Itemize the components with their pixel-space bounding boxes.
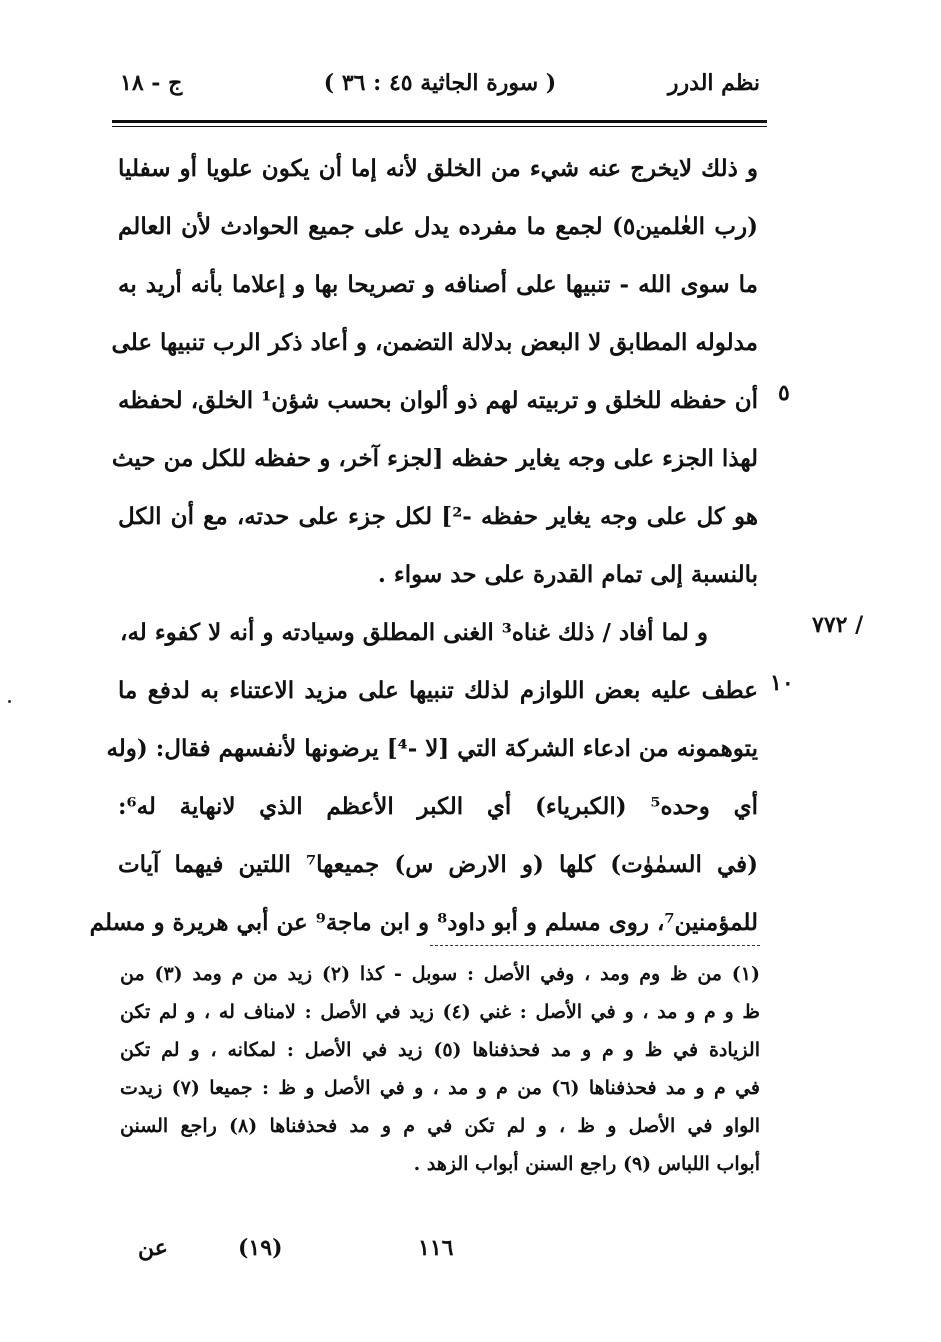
book-title: نظم الدرر [667, 70, 760, 96]
text-line: (في السمٰوٰت) كلها (و الارض س) جميعها⁷ اللتين فيهما آيات [118, 851, 758, 878]
footnote-line: أبواب اللباس (٩) راجع السنن أبواب الزهد . [413, 1153, 760, 1175]
text-line: أن حفظه للخلق و تربيته لهم ذو ألوان بحسب شؤن¹ الخلق، لحفظه [118, 387, 758, 414]
text-line: يتوهمونه من ادعاء الشركة التي [لا -⁴] يرضونها لأنفسهم فقال: (وله [106, 735, 758, 762]
text-line: أي وحده⁵ (الكبرياء) أي الكبر الأعظم الذي لانهاية له⁶: [118, 793, 758, 820]
page-header [120, 70, 760, 110]
sheet-number: (١٩) [238, 1235, 283, 1261]
footnote-separator [430, 945, 760, 946]
footnote-line: الواو في الأصل و ظ ، و لم تكن في م و مد فحذفناها (٨) راجع السنن [120, 1115, 761, 1137]
footnote-line: في م و مد فحذفناها (٦) من م و مد ، و في الأصل و ظ : جميعا (٧) زيدت [120, 1077, 760, 1099]
text-line: (رب العٰلمين٥) لجمع ما مفرده يدل على جميع الحوادث لأن العالم [118, 213, 758, 240]
text-line: للمؤمنين⁷، روى مسلم و أبو داود⁸ و ابن ماجة⁹ عن أبي هريرة و مسلم [89, 909, 758, 936]
line-number-5: ٥ [778, 380, 790, 406]
text-line: و ذلك لايخرج عنه شيء من الخلق لأنه إما أن يكون علويا أو سفليا [118, 155, 758, 182]
scan-speck [8, 700, 11, 703]
surah-reference: ( سورة الجاثية ٤٥ : ٣٦ ) [323, 70, 557, 96]
footnote-line: ظ و م و مد ، و في الأصل : غني (٤) زيد في الأصل : لامناف له ، و لم تكن [120, 1001, 760, 1023]
text-line: بالنسبة إلى تمام القدرة على حد سواء . [377, 561, 758, 588]
text-line: و لما أفاد / ذلك غناه³ الغنى المطلق وسيادته و أنه لا كفوء له، [120, 619, 708, 646]
main-text [89, 140, 758, 952]
catchword: عن [138, 1235, 168, 1261]
line-number-10: ١٠ [770, 670, 794, 696]
footnote-line: (١) من ظ وم ومد ، وفي الأصل : سوبل - كذا (٢) زيد من م ومد (٣) من [120, 963, 760, 985]
text-line: هو كل على وجه يغاير حفظه -²] لكل جزء على حدته، مع أن الكل [118, 503, 758, 530]
footnote-line: الزيادة في ظ و م و مد فحذفناها (٥) زيد في الأصل : لمكانه ، و لم تكن [120, 1039, 760, 1061]
header-rule [112, 120, 767, 123]
margin-page-reference: ٧٧٢ / [812, 612, 864, 638]
footnotes [120, 955, 760, 1183]
text-line: عطف عليه بعض اللوازم لذلك تنبيها على مزيد الاعتناء به لدفع ما [118, 677, 758, 704]
page-number: ١١٦ [418, 1235, 454, 1261]
text-line: مدلوله المطابق لا البعض بدلالة التضمن، و أعاد ذكر الرب تنبيها على [111, 329, 758, 356]
text-line: لهذا الجزء على وجه يغاير حفظه [لجزء آخر، و حفظه للكل من حيث [111, 445, 758, 472]
text-line: ما سوى الله - تنبيها على أصنافه و تصريحا بها و إعلاما بأنه أريد به [118, 271, 758, 298]
volume-number: ج - ١٨ [120, 70, 183, 96]
header-rule-thin [112, 126, 767, 127]
